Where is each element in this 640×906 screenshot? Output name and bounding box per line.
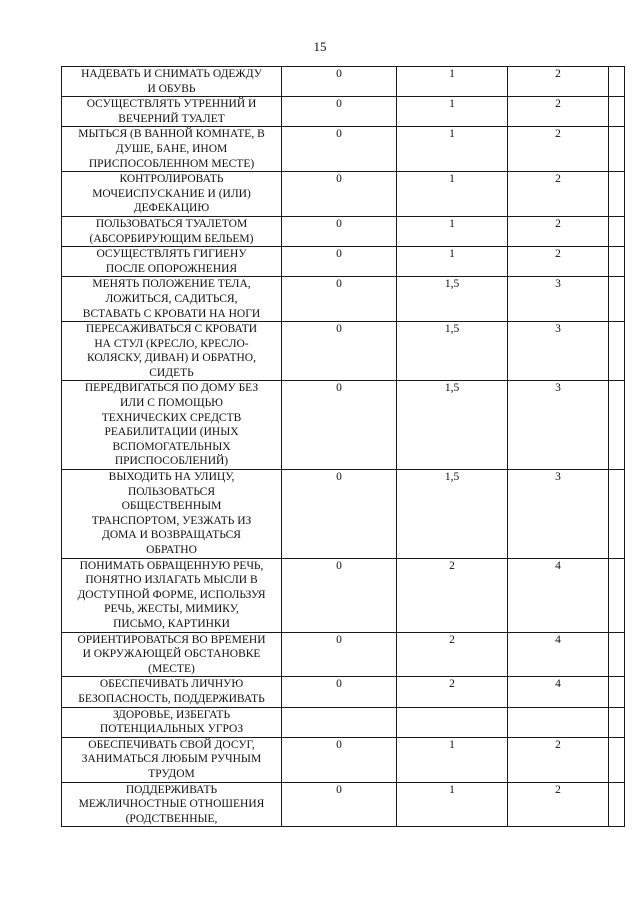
score-v1-cell: 1,5	[397, 381, 508, 470]
score-v1-cell: 1	[397, 247, 508, 277]
activity-line: ТРАНСПОРТОМ, УЕЗЖАТЬ ИЗ	[91, 514, 252, 527]
activity-line: ДОМА И ВОЗВРАЩАТЬСЯ	[102, 529, 241, 542]
score-v1-cell: 1	[397, 97, 508, 127]
table-row	[62, 381, 625, 470]
activity-line: ЗАНИМАТЬСЯ ЛЮБЫМ РУЧНЫМ	[81, 753, 262, 766]
activity-line: ОБЕСПЕЧИВАТЬ ЛИЧНУЮ	[99, 678, 244, 691]
activity-line: МЕЖЛИЧНОСТНЫЕ ОТНОШЕНИЯ	[78, 798, 265, 811]
margin-cell	[609, 172, 625, 217]
table-row	[62, 737, 625, 782]
score-v0-cell: 0	[282, 277, 397, 322]
score-v1-cell	[397, 707, 508, 737]
activity-line: НА СТУЛ (КРЕСЛО, КРЕСЛО-	[94, 337, 249, 350]
activity-cell	[62, 707, 282, 737]
table-row	[62, 67, 625, 97]
margin-cell	[609, 216, 625, 246]
activity-cell	[62, 97, 282, 127]
table-row	[62, 707, 625, 737]
activity-cell	[62, 737, 282, 782]
score-v1-cell: 1,5	[397, 277, 508, 322]
activity-line: ОРИЕНТИРОВАТЬСЯ ВО ВРЕМЕНИ	[77, 633, 266, 646]
activity-line: И ОКРУЖАЮЩЕЙ ОБСТАНОВКЕ	[82, 648, 261, 661]
activity-line: МОЧЕИСПУСКАНИЕ И (ИЛИ)	[92, 187, 251, 200]
activity-line: И ОБУВЬ	[147, 82, 196, 95]
margin-cell	[609, 322, 625, 381]
activity-line: МЫТЬСЯ (В ВАННОЙ КОМНАТЕ, В	[78, 128, 265, 141]
activity-line: РЕАБИЛИТАЦИИ (ИНЫХ	[104, 426, 239, 439]
activity-line: ОБРАТНО	[146, 544, 197, 556]
activity-line: ОСУЩЕСТВЛЯТЬ ГИГИЕНУ	[96, 248, 247, 261]
score-v2-cell: 4	[508, 677, 609, 707]
activity-line: ПОЛЬЗОВАТЬСЯ ТУАЛЕТОМ	[95, 217, 248, 230]
score-v1-cell: 1	[397, 172, 508, 217]
score-v0-cell: 0	[282, 558, 397, 632]
activity-line: (РОДСТВЕННЫЕ,	[125, 812, 218, 825]
score-v2-cell: 3	[508, 322, 609, 381]
table-row	[62, 470, 625, 559]
table-row	[62, 277, 625, 322]
activity-cell	[62, 632, 282, 677]
score-v2-cell: 4	[508, 558, 609, 632]
table-row	[62, 216, 625, 246]
activity-line: (МЕСТЕ)	[148, 662, 195, 675]
score-v2-cell: 2	[508, 247, 609, 277]
score-v0-cell: 0	[282, 381, 397, 470]
score-v2-cell: 2	[508, 737, 609, 782]
score-v0-cell	[282, 707, 397, 737]
activity-cell	[62, 322, 282, 381]
activity-line: ОСУЩЕСТВЛЯТЬ УТРЕННИЙ И	[86, 98, 257, 111]
score-v2-cell: 2	[508, 782, 609, 827]
table-row	[62, 632, 625, 677]
margin-cell	[609, 707, 625, 737]
score-v0-cell: 0	[282, 470, 397, 559]
table-row	[62, 172, 625, 217]
activity-line: ПОНЯТНО ИЗЛАГАТЬ МЫСЛИ В	[85, 574, 258, 587]
activity-line: ИЛИ С ПОМОЩЬЮ	[120, 397, 223, 410]
activity-line: СИДЕТЬ	[149, 366, 194, 379]
activity-line: НАДЕВАТЬ И СНИМАТЬ ОДЕЖДУ	[81, 68, 262, 80]
activity-line: ДЕФЕКАЦИЮ	[133, 202, 210, 215]
score-v0-cell: 0	[282, 737, 397, 782]
score-v1-cell: 2	[397, 632, 508, 677]
activity-line: ОБЕСПЕЧИВАТЬ СВОЙ ДОСУГ,	[88, 738, 255, 751]
activity-line: ПОТЕНЦИАЛЬНЫХ УГРОЗ	[99, 723, 244, 736]
margin-cell	[609, 277, 625, 322]
activity-cell	[62, 677, 282, 707]
activity-line: МЕНЯТЬ ПОЛОЖЕНИЕ ТЕЛА,	[92, 278, 251, 291]
margin-cell	[609, 632, 625, 677]
score-v2-cell: 4	[508, 632, 609, 677]
table-body	[62, 67, 625, 827]
table-row	[62, 247, 625, 277]
margin-cell	[609, 97, 625, 127]
activity-line: ВСТАВАТЬ С КРОВАТИ НА НОГИ	[82, 307, 261, 320]
table-row	[62, 127, 625, 172]
table-row	[62, 558, 625, 632]
activity-cell	[62, 277, 282, 322]
score-v2-cell: 2	[508, 127, 609, 172]
score-v0-cell: 0	[282, 322, 397, 381]
table-row	[62, 322, 625, 381]
activity-line: (АБСОРБИРУЮЩИМ БЕЛЬЕМ)	[89, 232, 254, 245]
score-v1-cell: 2	[397, 558, 508, 632]
margin-cell	[609, 381, 625, 470]
margin-cell	[609, 470, 625, 559]
activity-line: ПЕРЕСАЖИВАТЬСЯ С КРОВАТИ	[85, 323, 258, 336]
margin-cell	[609, 558, 625, 632]
score-v2-cell: 2	[508, 97, 609, 127]
score-v2-cell: 2	[508, 67, 609, 97]
activity-line: ТРУДОМ	[148, 767, 195, 780]
score-v1-cell: 1,5	[397, 470, 508, 559]
activity-cell	[62, 558, 282, 632]
table-row	[62, 782, 625, 827]
activity-line: ЗДОРОВЬЕ, ИЗБЕГАТЬ	[112, 708, 231, 721]
score-v2-cell	[508, 707, 609, 737]
score-table	[61, 66, 625, 827]
score-v0-cell: 0	[282, 782, 397, 827]
activity-cell	[62, 67, 282, 97]
score-v0-cell: 0	[282, 127, 397, 172]
table-row	[62, 677, 625, 707]
margin-cell	[609, 677, 625, 707]
activity-line: ДУШЕ, БАНЕ, ИНОМ	[115, 142, 228, 155]
table-row	[62, 97, 625, 127]
activity-line: ВЕЧЕРНИЙ ТУАЛЕТ	[118, 112, 225, 125]
score-v2-cell: 2	[508, 216, 609, 246]
score-v1-cell: 1	[397, 782, 508, 827]
score-v1-cell: 1	[397, 737, 508, 782]
score-v1-cell: 1	[397, 67, 508, 97]
score-v2-cell: 3	[508, 381, 609, 470]
score-v0-cell: 0	[282, 97, 397, 127]
activity-line: КОНТРОЛИРОВАТЬ	[119, 173, 224, 186]
activity-line: ПОСЛЕ ОПОРОЖНЕНИЯ	[105, 262, 238, 275]
score-v1-cell: 1,5	[397, 322, 508, 381]
activity-line: ОБЩЕСТВЕННЫМ	[121, 500, 222, 513]
activity-line: ВЫХОДИТЬ НА УЛИЦУ,	[108, 471, 235, 484]
activity-line: ПРИСПОСОБЛЕННОМ МЕСТЕ)	[88, 157, 255, 170]
activity-line: ПОНИМАТЬ ОБРАЩЕННУЮ РЕЧЬ,	[79, 559, 264, 572]
activity-line: ПИСЬМО, КАРТИНКИ	[113, 617, 230, 630]
activity-line: БЕЗОПАСНОСТЬ, ПОДДЕРЖИВАТЬ	[78, 692, 265, 705]
activity-cell	[62, 381, 282, 470]
score-v0-cell: 0	[282, 172, 397, 217]
score-v0-cell: 0	[282, 677, 397, 707]
margin-cell	[609, 782, 625, 827]
score-v0-cell: 0	[282, 247, 397, 277]
activity-cell	[62, 172, 282, 217]
activity-line: ПРИСПОСОБЛЕНИЙ)	[114, 455, 229, 468]
activity-cell	[62, 782, 282, 827]
score-v0-cell: 0	[282, 67, 397, 97]
score-v0-cell: 0	[282, 632, 397, 677]
page-number: 15	[313, 39, 327, 54]
activity-line: ПОЛЬЗОВАТЬСЯ	[128, 485, 215, 498]
activity-cell	[62, 470, 282, 559]
activity-cell	[62, 247, 282, 277]
score-v2-cell: 3	[508, 470, 609, 559]
score-v0-cell: 0	[282, 216, 397, 246]
activity-line: ЛОЖИТЬСЯ, САДИТЬСЯ,	[105, 292, 238, 305]
margin-cell	[609, 127, 625, 172]
score-v2-cell: 2	[508, 172, 609, 217]
score-v1-cell: 1	[397, 127, 508, 172]
margin-cell	[609, 67, 625, 97]
activity-line: ДОСТУПНОЙ ФОРМЕ, ИСПОЛЬЗУЯ	[77, 588, 266, 601]
score-v2-cell: 3	[508, 277, 609, 322]
activity-cell	[62, 127, 282, 172]
margin-cell	[609, 247, 625, 277]
score-v1-cell: 1	[397, 216, 508, 246]
activity-line: ПОДДЕРЖИВАТЬ	[125, 783, 218, 796]
margin-cell	[609, 737, 625, 782]
activity-line: ПЕРЕДВИГАТЬСЯ ПО ДОМУ БЕЗ	[84, 382, 259, 395]
activity-line: РЕЧЬ, ЖЕСТЫ, МИМИКУ,	[104, 603, 239, 616]
activity-line: ВСПОМОГАТЕЛЬНЫХ	[112, 440, 231, 453]
score-v1-cell: 2	[397, 677, 508, 707]
activity-line: ТЕХНИЧЕСКИХ СРЕДСТВ	[101, 411, 242, 424]
activity-line: КОЛЯСКУ, ДИВАН) И ОБРАТНО,	[87, 352, 256, 365]
activity-cell	[62, 216, 282, 246]
